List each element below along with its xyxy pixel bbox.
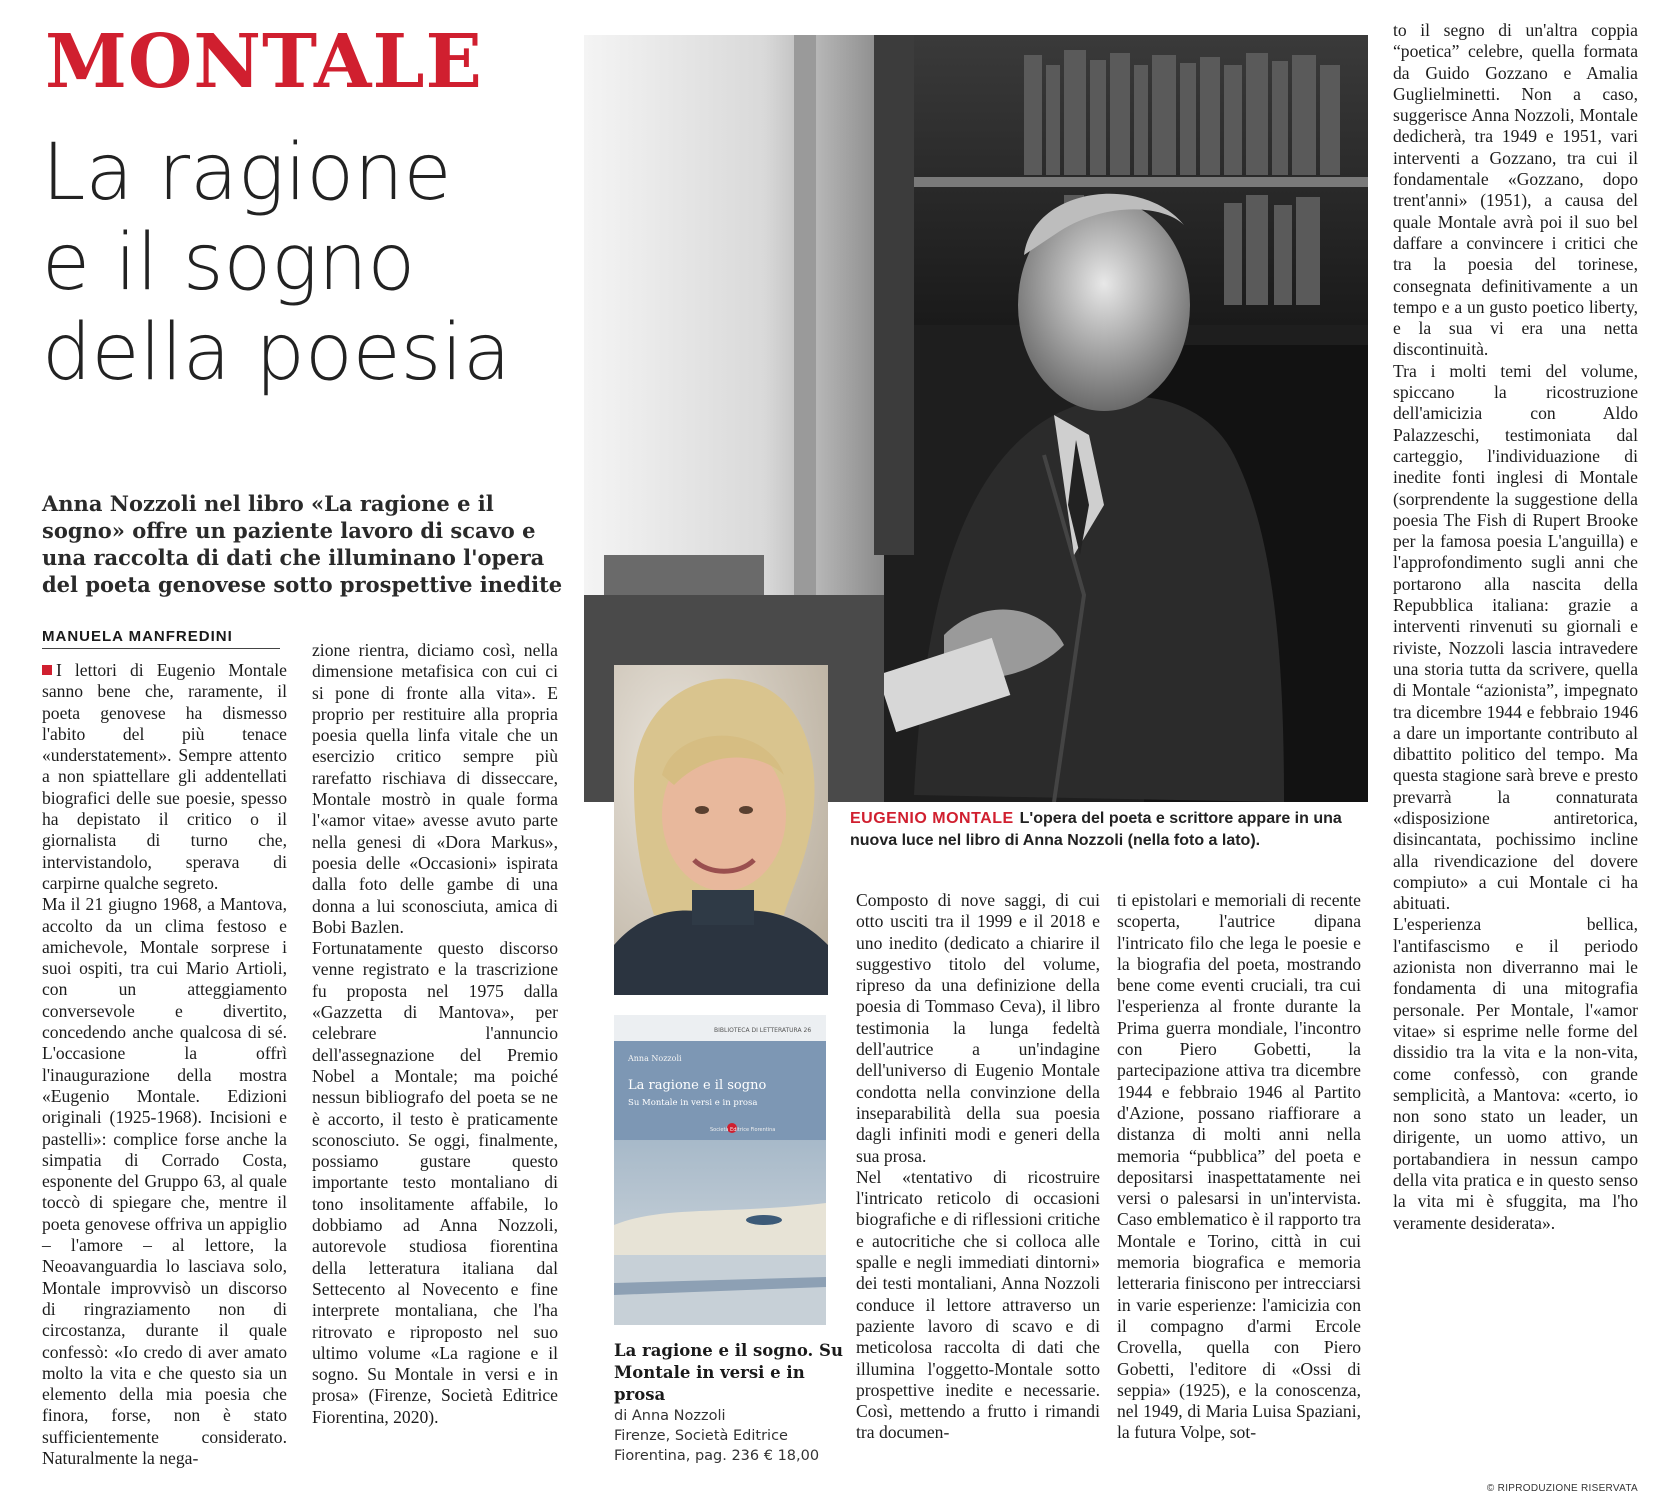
paragraph: ti epistolari e memoriali di recente scoperta, l'autrice dipana l'intricato filo che lega le poesie e la biografia del poeta, mostrando bene come eventi cruciali, tra cui l'esperienza al fronte durante la Prima guerra mondiale, l'incontro con Piero Gobetti, la partecipazione attiva tra dicembre 1944 e febbraio 1946 al Partito d'Azione, possano riaffiorare a distanza di molti anni nella memoria “pubblica” del poeta e depositarsi inaspettatamente nei versi o palesarsi in un'intervista. Caso emblematico è il rapporto tra Montale e Torino, città in cui memoria biografica e memoria letteraria finiscono per intrecciarsi in varie esperienze: l'amicizia con il compagno d'armi Ercole Crovella, quella con Piero Gobetti, l'editore di «Ossi di seppia» (1925), e la conoscenza, nel 1949, di Maria Luisa Spaziani, la futura Volpe, sot-: [1117, 890, 1361, 1443]
byline: MANUELA MANFREDINI: [42, 628, 280, 649]
deck-subheadline: Anna Nozzoli nel libro «La ragione e il sogno» offre un paziente lavoro di scavo e una raccolta di dati che illuminano l'opera del poeta genovese sotto prospettive inedite: [42, 491, 563, 597]
caption-text: L'opera del poeta e scrittore appare in una nuova luce nel libro di Anna Nozzoli (nella foto a lato).: [850, 810, 1342, 849]
book-info-box: [614, 1340, 844, 1466]
paragraph: Ma il 21 giugno 1968, a Mantova, accolto da un clima festoso e amichevole, Montale sorprese i suoi ospiti, tra cui Mario Artioli, con un atteggiamento conversevole e divertito, concedendo anche qualcosa di sé. L'occasione la offrì l'inaugurazione della mostra «Eugenio Montale. Edizioni originali (1925-1968). Incisioni e pastelli»: complice forse anche la simpatia di Corrado Costa, esponente del Gruppo 63, al quale toccò di spiegare che, mentre il poeta genovese offriva un appiglio – l'amore – al lettore, la Neoavanguardia lo lasciava solo, Montale improvvisò un discorso di ringraziamento non di circostanza, durante il quale confessò: «Io credo di aver amato molto la vita e che questo sia un elemento della mia poesia che finora, forse, non è stato sufficientemente considerato. Naturalmente la nega-: [42, 894, 287, 1468]
headline-line: e il sogno: [42, 218, 416, 308]
book-cover: [614, 1015, 826, 1325]
article-column-4: [1117, 890, 1361, 1490]
copyright-notice: © RIPRODUZIONE RISERVATA: [1486, 1483, 1638, 1494]
paragraph: Nel «tentativo di ricostruire l'intricato reticolo di occasioni biografiche e di riflessioni critiche e autocritiche che si colloca alle spalle e negli immediati dintorni» dei testi montaliani, Anna Nozzoli conduce il lettore attraverso un paziente lavoro di scavo e di meticolosa raccolta di dati che illumina l'oggetto-Montale sotto prospettive inedite e necessarie. Così, mettendo a frutto i rimandi tra documen-: [856, 1166, 1100, 1443]
cover-subtitle: Su Montale in versi e in prosa: [628, 1098, 758, 1108]
headline: [42, 128, 602, 398]
paragraph-marker-icon: [42, 665, 52, 675]
kicker: MONTALE: [45, 19, 483, 105]
article-column-3: [856, 890, 1100, 1490]
paragraph: [42, 660, 287, 894]
cover-author: Anna Nozzoli: [628, 1054, 682, 1063]
caption-label: EUGENIO MONTALE: [850, 810, 1014, 827]
paragraph: L'esperienza bellica, l'antifascismo e il periodo azionista non diverranno mai le fondamenta di una mitografia personale. Per Montale, l'«amor vitae» si esprime nelle forme del dissidio tra la vita e la non-vita, come confessò, con grande semplicità, a Mantova: «certo, io non sono stato un leader, un dirigente, un uomo attivo, un portabandiera in nessun campo della vita pratica e in questo senso la vita mi è sfuggita, ma l'ho veramente desiderata».: [1393, 914, 1638, 1233]
headline-line: della poesia: [42, 308, 511, 398]
book-publisher: Firenze, Società Editrice Fiorentina, pag. 236 € 18,00: [614, 1428, 820, 1464]
photo-caption: [850, 808, 1370, 852]
paragraph: to il segno di un'altra coppia “poetica” celebre, quella formata da Guido Gozzano e Amalia Guglielminetti. Non a caso, suggerisce Anna Nozzoli, Montale dedicherà, tra 1949 e 1951, vari interventi a Gozzano, tra cui il fondamentale «Gozzano, dopo trent'anni» (1951), a causa del quale Montale avrà poi il suo bel daffare a convincere i critici che tra la poesia del torinese, consegnata definitivamente a un tempo e a un gusto poetico liberty, e la sua vi era una netta discontinuità.: [1393, 20, 1638, 360]
article-column-1: [42, 660, 287, 1490]
paragraph: zione rientra, diciamo così, nella dimensione metafisica con cui ci si pone di fronte alla vita». E proprio per restituire alla propria poesia quella linfa vitale che un esercizio critico sempre più rarefatto rischiava di disseccare, Montale mostrò in quale forma l'«amor vitae» avesse avuto parte nella genesi di «Dora Markus», poesia delle «Occasioni» ispirata dalla foto delle gambe di una donna a lui sconosciuta, amica di Bobi Bazlen.: [312, 640, 558, 937]
cover-title: La ragione e il sogno: [628, 1078, 767, 1093]
paragraph: Fortunatamente questo discorso venne registrato e la trascrizione fu proposta nel 1975 dalla «Gazzetta di Mantova», per celebrare l'annuncio dell'assegnazione del Premio Nobel a Montale; ma poiché nessun bibliografo del poeta se ne è accorto, il testo è praticamente sconosciuto. Se oggi, finalmente, possiamo gustare questo importante testo montaliano di tono insolitamente affabile, lo dobbiamo ad Anna Nozzoli, autorevole studiosa fiorentina della letteratura italiana dal Settecento al Novecento e fine interprete montaliana, che l'ha ritrovato e riproposto nel suo ultimo volume «La ragione e il sogno. Su Montale in versi e in prosa» (Firenze, Società Editrice Fiorentina, 2020).: [312, 938, 558, 1427]
paragraph: Tra i molti temi del volume, spiccano la ricostruzione dell'amicizia con Aldo Palazzeschi, testimoniata dal carteggio, l'individuazione di inedite fonti inglesi di Montale (sorprendente la suggestione della poesia The Fish di Rupert Brooke per la famosa poesia L'anguilla) e l'approfondimento sugli anni che portarono alla nascita della Repubblica italiana: grazie a interventi rinvenuti su giornali e riviste, Nozzoli lascia intravedere una storia tutta da scrivere, quella di Montale “azionista”, impegnato tra dicembre 1944 e febbraio 1946 a dare un importante contributo al dibattito politico del tempo. Ma questa stagione sarà breve e presto prevarrà la connaturata «disposizione antiretorica, disincantata, pochissimo incline alla rivendicazione del dovere compiuto» a cui Montale ci ha abituati.: [1393, 360, 1638, 914]
article-column-2: [312, 640, 558, 1490]
paragraph-text: I lettori di Eugenio Montale sanno bene che, raramente, il poeta genovese ha dismesso l'abito del più tenace «understatement». Sempre attento a non spiattellare gli addentellati biografici delle sue poesie, spesso ha depistato il critico o il giornalista di turno che, intervistandolo, sperava di carpirne qualche segreto.: [42, 660, 287, 893]
cover-series: BIBLIOTECA DI LETTERATURA 26: [714, 1027, 812, 1034]
book-title: La ragione e il sogno. Su Montale in versi e in prosa: [614, 1341, 843, 1404]
book-author: di Anna Nozzoli: [614, 1408, 726, 1424]
portrait-photo-nozzoli: [614, 665, 828, 995]
article-column-5: [1393, 20, 1638, 1490]
cover-publisher: Società Editrice Fiorentina: [710, 1127, 776, 1133]
paragraph: Composto di nove saggi, di cui otto usciti tra il 1999 e il 2018 e uno inedito (dedicato a chiarire il suggestivo titolo del volume, ripreso da una definizione della poesia di Tommaso Ceva), il libro testimonia la lunga fedeltà dell'autrice a un'indagine dell'universo di Eugenio Montale condotta nella convinzione della inseparabilità della sua poesia dagli infiniti modi e generi della sua prosa.: [856, 890, 1100, 1166]
headline-line: La ragione: [42, 128, 452, 218]
